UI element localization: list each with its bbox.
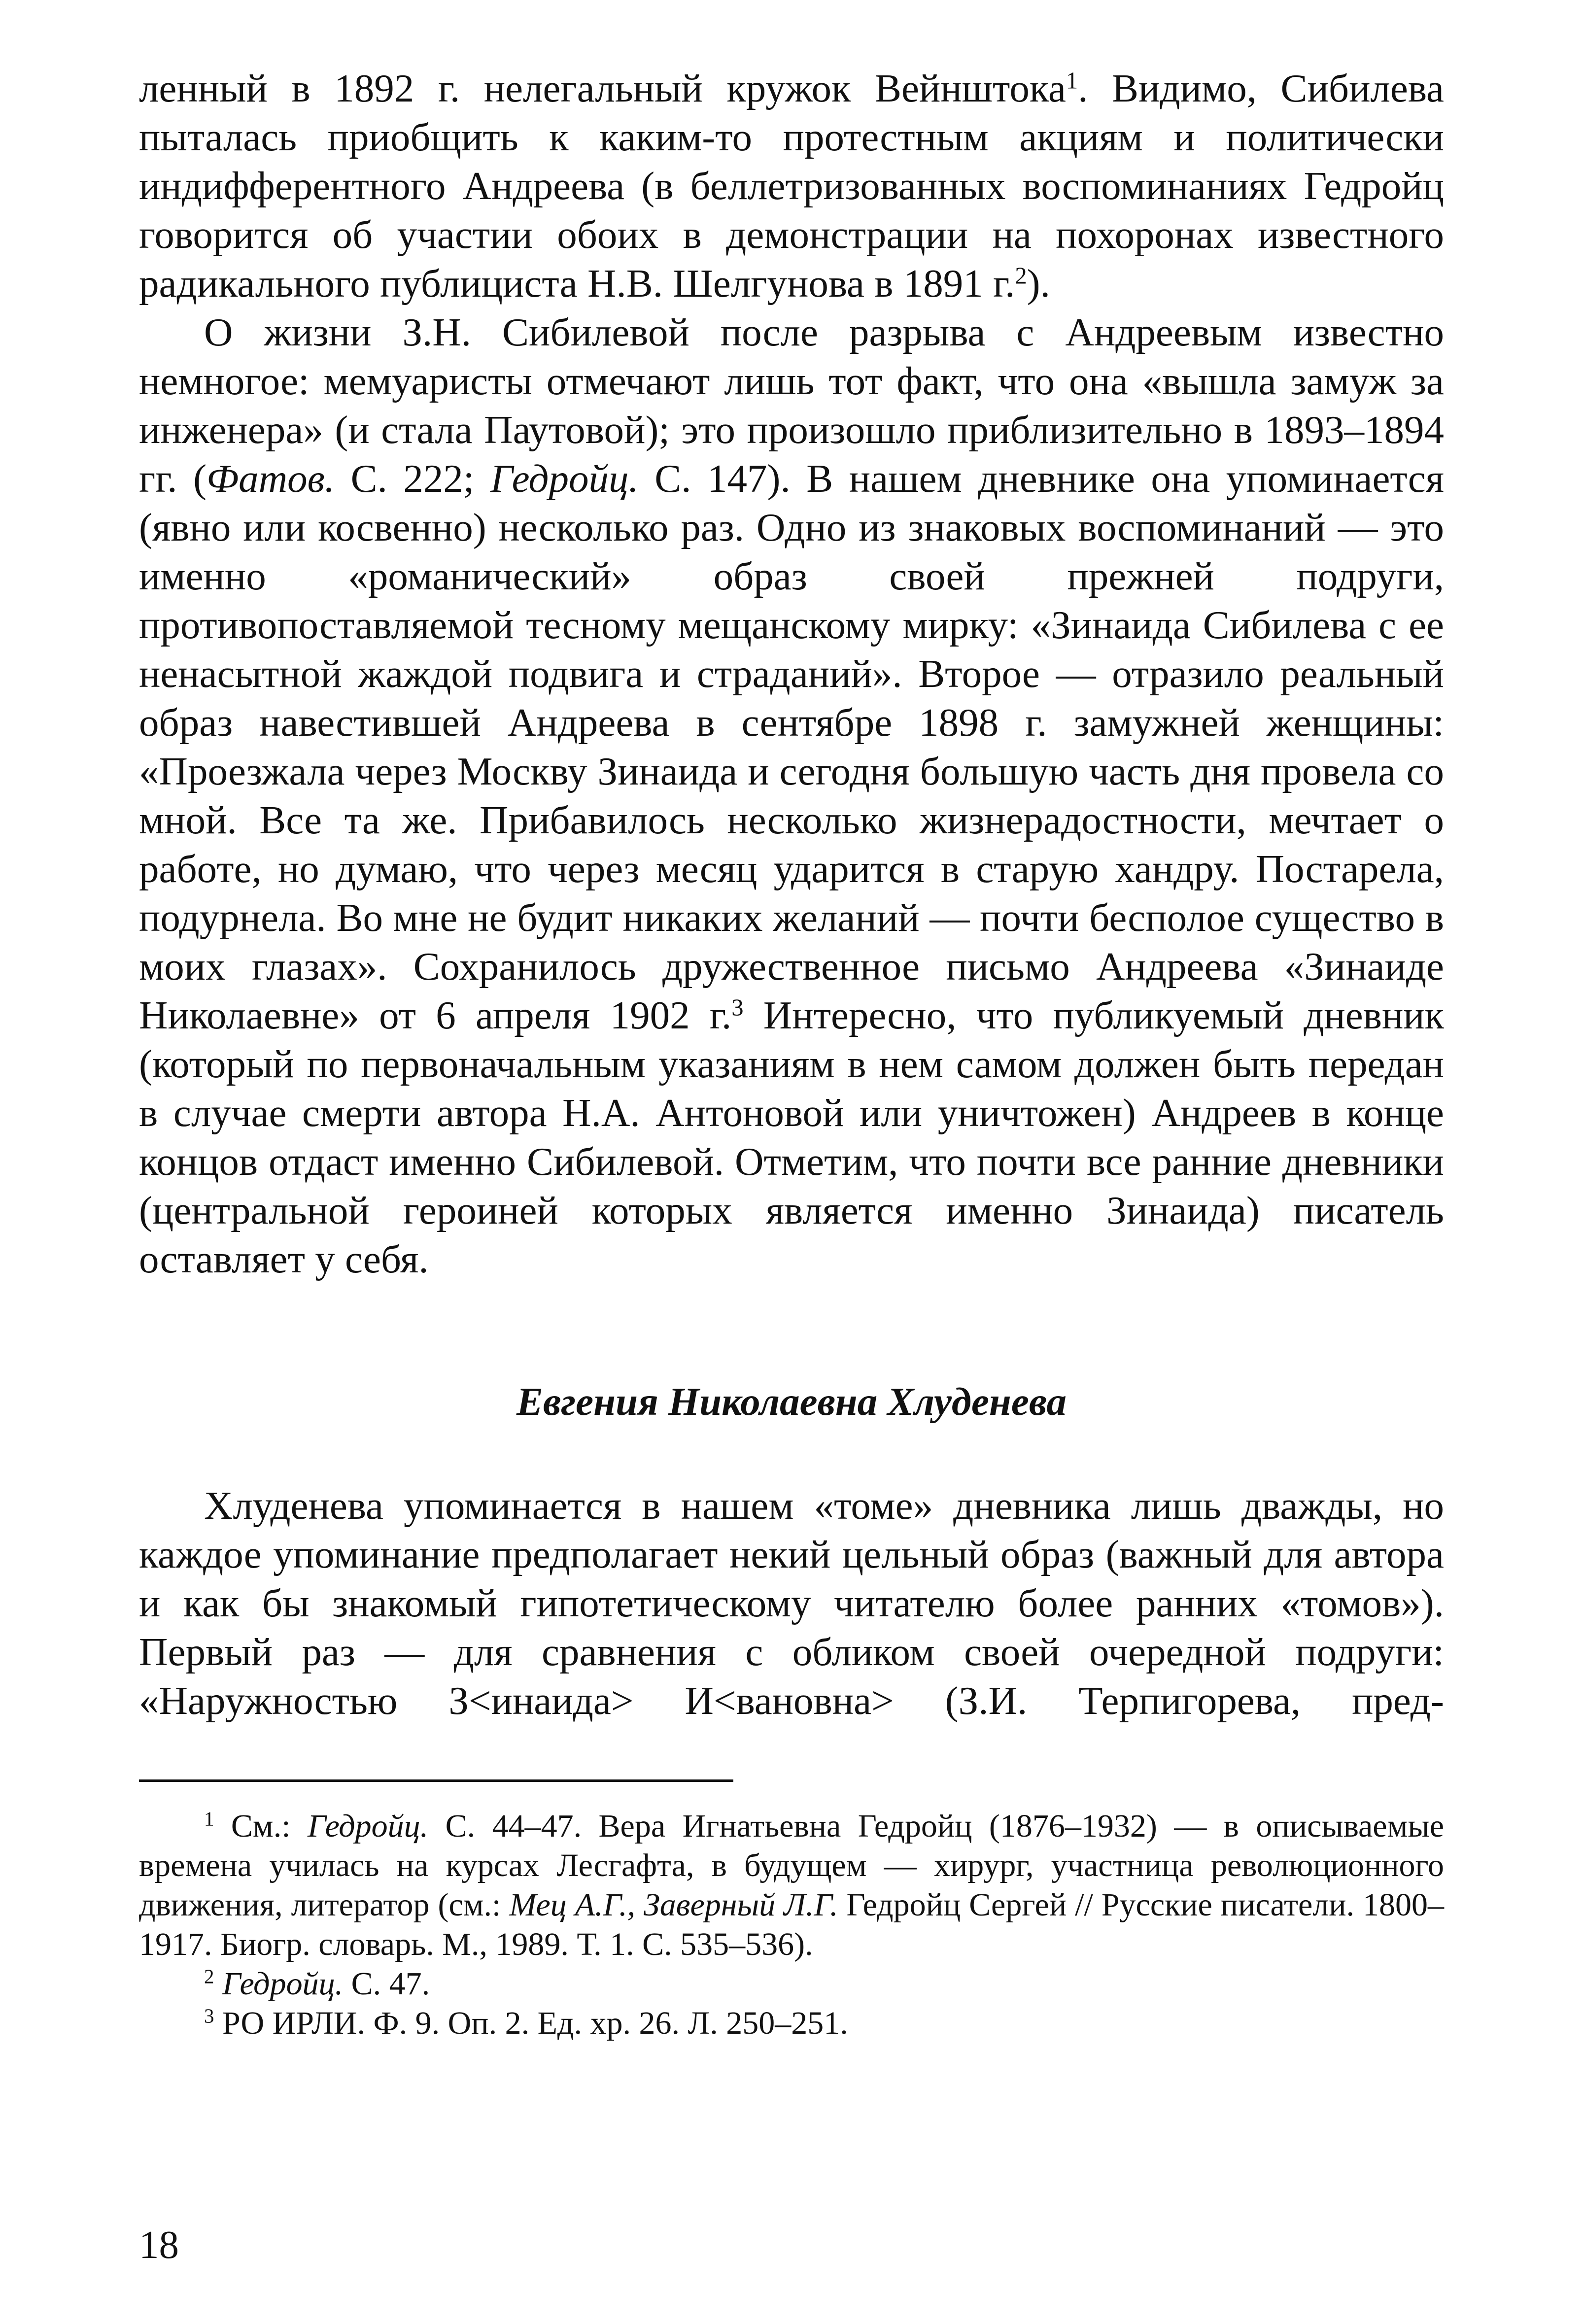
footnote-number: 2 (204, 1965, 214, 1988)
citation-author: Гедройц. (490, 456, 639, 501)
paragraph-1 (139, 64, 1444, 308)
footnote-number: 1 (204, 1808, 214, 1830)
footnotes (139, 1807, 1444, 2043)
text-run: С. 222; (335, 456, 490, 501)
footnote-3 (139, 2004, 1444, 2043)
footnote-divider (139, 1779, 733, 1782)
text-run: См.: (214, 1808, 308, 1844)
main-text (139, 64, 1444, 1284)
footnote-2 (139, 1964, 1444, 2004)
citation-author: Гедройц. (222, 1966, 344, 2002)
section-heading: Евгения Николаевна Хлуденева (517, 1379, 1067, 1424)
citation-author: Фатов. (207, 456, 335, 501)
text-run: С. 147). В нашем дневнике она упоминается (явно или косвенно) несколько раз. Одно из знаковых воспоминаний — это именно «романический» образ своей прежней подруги, противопоставляемой тесному мещанскому мирку: «Зинаида Сибилева с ее ненасытной жаждой подвига и страданий». Второе — отразило реальный образ навестившей Андреева в сентябре 1898 г. замужней женщины: «Проезжала через Москву Зинаида и сегодня большую часть дня провела со мной. Все та же. Прибавилось несколько жизнерадостности, мечтает о работе, но думаю, что через месяц ударится в старую хандру. Постарела, подурнела. Во мне не будит никаких желаний — почти бесполое существо в моих глазах». Сохранилось дружественное письмо Андреева «Зинаиде Николаевне» от 6 апреля 1902 г. (139, 456, 1444, 1037)
text-run: . Видимо, Сибилева пыталась приобщить к каким-то протестным акциям и политически индифферентного Андреева (в беллетризованных воспоминаниях Гедройц говорится об участии обоих в демонстрации на похоронах известного радикального публициста Н.В. Шелгунова в 1891 г. (139, 66, 1444, 306)
footnote-1 (139, 1807, 1444, 1964)
footnote-ref-2[interactable]: 2 (1015, 262, 1027, 289)
citation-author: Мец А.Г., Заверный Л.Г. (509, 1887, 838, 1923)
text-run: РО ИРЛИ. Ф. 9. Оп. 2. Ед. хр. 26. Л. 250–251. (214, 2005, 848, 2041)
paragraph-2 (139, 308, 1444, 1284)
text-run (214, 1966, 222, 2002)
text-run: О жизни З.Н. Сибилевой после разрыва с Андреевым известно немногое: мемуаристы отмечают лишь тот факт, что она «вышла замуж за инженера» (и стала Паутовой); это произошло приблизительно в 1893–1894 гг. ( (139, 310, 1444, 501)
text-run: ленный в 1892 г. нелегальный кружок Вейнштока (139, 66, 1066, 110)
text-run: С. 47. (343, 1966, 430, 2002)
section-text (139, 1481, 1444, 1725)
text-run: Интересно, что публикуемый дневник (который по первоначальным указаниям в нем самом должен быть передан в случае смерти автора Н.А. Антоновой или уничтожен) Андреев в конце концов отдаст именно Сибилевой. Отметим, что почти все ранние дневники (центральной героиней которых является именно Зинаида) писатель оставляет у себя. (139, 993, 1444, 1281)
footnote-number: 3 (204, 2005, 214, 2027)
text-run: Гедройц Сергей // Русские писатели. 1800–1917. Биогр. словарь. М., 1989. Т. 1. С. 535–536). (139, 1887, 1445, 1962)
page-number: 18 (139, 2222, 179, 2267)
footnote-ref-3[interactable]: 3 (731, 994, 744, 1021)
text-run: ). (1027, 261, 1050, 306)
page-content (139, 64, 1444, 2043)
footnote-ref-1[interactable]: 1 (1066, 67, 1078, 94)
citation-author: Гедройц. (308, 1808, 429, 1844)
paragraph-3: Хлуденева упоминается в нашем «томе» дневника лишь дважды, но каждое упоминание предполагает некий цельный образ (важный для автора и как бы знакомый гипотетическому читателю более ранних «томов»). Первый раз — для сравнения с обликом своей очередной подруги: «Наружностью З<инаида> И<вановна> (З.И. Терпигорева, пред- (139, 1483, 1444, 1723)
text-run: С. 44–47. Вера Игнатьевна Гедройц (1876–1932) — в описываемые времена училась на курсах Лесгафта, в будущем — хирург, участница революционного движения, литератор (см.: (139, 1808, 1444, 1923)
